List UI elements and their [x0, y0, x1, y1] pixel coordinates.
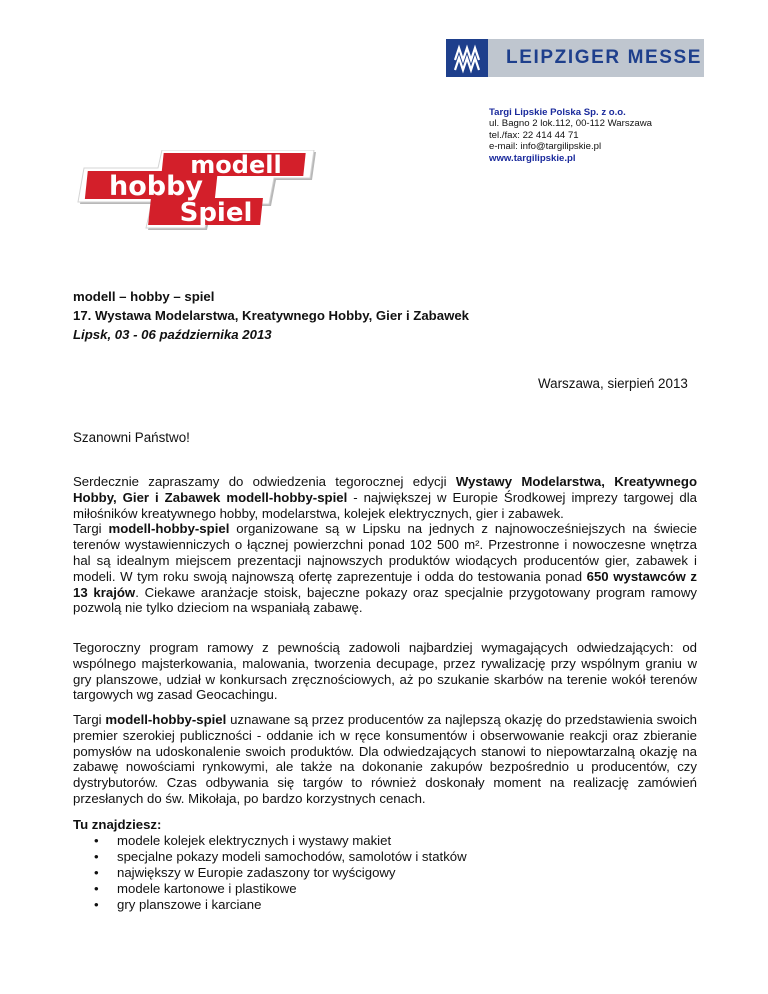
company-email[interactable]: e-mail: info@targilipskie.pl — [489, 141, 602, 153]
list-item-text: gry planszowe i karciane — [117, 896, 262, 912]
paragraph-premieres — [73, 712, 697, 807]
logo-word-modell: modell — [190, 151, 282, 179]
list-item-text: modele kolejek elektrycznych i wystawy makiet — [117, 832, 392, 848]
attractions-section — [73, 817, 467, 912]
event-heading — [73, 287, 469, 344]
venue-text-end: . Ciekawe aranżacje stoisk, bajeczne pokazy oraz specjalnie przygotowany program ramowy pozwolą nie tylko dzieciom na wspaniałą zabawę. — [73, 584, 697, 616]
company-phone: tel./fax: 22 414 44 71 — [489, 129, 579, 141]
list-item — [73, 849, 467, 865]
letter-place-date: Warszawa, sierpień 2013 — [538, 376, 688, 391]
attractions-heading: Tu znajdziesz: — [73, 817, 162, 832]
venue-fair-name: modell-hobby-spiel — [108, 521, 230, 537]
premieres-fair-name: modell-hobby-spiel — [105, 712, 227, 727]
list-item-text: największy w Europie zadaszony tor wyścigowy — [117, 864, 396, 880]
company-address: ul. Bagno 2 lok.112, 00-112 Warszawa — [489, 118, 653, 130]
venue-text-cont: organizowane są w Lipsku na jednych z najnowocześniejszych na świecie terenów wystawienniczych o łącznej powierzchni ponad 102 500 m². Przestronne i nowoczesne wnętrza hal są idealnym miejscem prezentacji najnowszych produktów wiodących producentów gier, zabawek i modeli. W tym roku swoją najnowszą ofertę zaprezentuje i odda do testowania ponad — [73, 521, 697, 584]
premieres-text-cont: uznawane są przez producentów za najlepszą okazję do przedstawienia swoich premier szerokiej publiczności - oddanie ich w ręce konsumentów i obserwowanie reakcji oraz zbieranie pomysłów na udoskonalenie swoich produktów. Dla odwiedzających stanowi to niepowtarzalną okazję na zabawę nowościami rynkowymi, ale także na dokonanie zakupów bezpośrednio u producentów, czy dystrybutorów. Czas odbywania się targów to również doskonały moment na realizację zamówień przesłanych do św. Mikołaja, po bardzo korzystnych cenach. — [73, 712, 697, 806]
intro-text: Serdecznie zapraszamy do odwiedzenia tegorocznej edycji — [73, 474, 456, 489]
contact-block — [489, 107, 652, 164]
attractions-list — [73, 833, 467, 913]
list-item — [73, 865, 467, 881]
paragraph-program: Tegoroczny program ramowy z pewnością zadowoli najbardziej wymagających odwiedzających: od wspólnego majsterkowania, malowania, tworzenia decupage, przez rywalizację przy wspólnym graniu w gry planszowe, udział w konkursach zręcznościowych, aż po szukanie skarbów na terenie wokół terenów targowych wg zasad Geocachingu. — [73, 640, 697, 703]
bullet-icon: • — [94, 832, 99, 848]
list-item-text: modele kartonowe i plastikowe — [117, 880, 297, 896]
event-dates: Lipsk, 03 - 06 października 2013 — [73, 327, 272, 342]
bullet-icon: • — [94, 896, 99, 912]
logo-word-hobby: hobby — [108, 171, 204, 202]
bullet-icon: • — [94, 880, 99, 896]
list-item — [73, 833, 467, 849]
intro-exhibition-name: Wystawy Modelarstwa, Kreatywnego Hobby, Gier i Zabawek modell-hobby-spiel — [73, 474, 697, 505]
list-item — [73, 897, 467, 913]
premieres-text: Targi — [73, 712, 106, 727]
exhibitor-count: 650 wystawców z 13 krajów — [73, 568, 698, 600]
leipziger-messe-mm-icon — [446, 39, 488, 77]
bullet-icon: • — [94, 864, 99, 880]
leipziger-messe-wordmark: LEIPZIGER MESSE — [506, 47, 703, 68]
list-item — [73, 881, 467, 897]
leipziger-messe-logo — [446, 39, 704, 77]
paragraph-intro — [73, 474, 697, 616]
company-website-link[interactable]: www.targilipskie.pl — [489, 152, 576, 164]
event-name: modell – hobby – spiel — [73, 289, 215, 304]
bullet-icon: • — [94, 848, 99, 864]
company-name: Targi Lipskie Polska Sp. z o.o. — [489, 107, 626, 118]
letter-greeting: Szanowni Państwo! — [73, 430, 190, 445]
list-item-text: specjalne pokazy modeli samochodów, samolotów i statków — [117, 848, 467, 864]
logo-word-spiel: Spiel — [179, 198, 253, 228]
event-subtitle: 17. Wystawa Modelarstwa, Kreatywnego Hobby, Gier i Zabawek — [73, 308, 469, 323]
intro-text-cont: - największej w Europie Środkowej imprezy targowej dla miłośników kreatywnego hobby, modelarstwa, kolejek elektrycznych, gier i zabawek. — [73, 489, 697, 521]
modell-hobby-spiel-logo — [76, 150, 318, 232]
venue-text: Targi — [73, 521, 109, 537]
